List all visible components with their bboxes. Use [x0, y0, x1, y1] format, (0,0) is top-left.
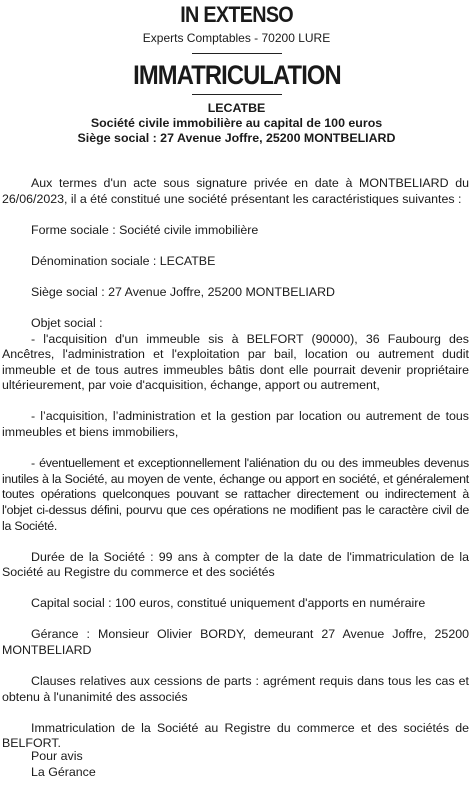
purpose-item-3: - éventuellement et exceptionnellement l'aliénation du ou des immeubles devenus inutiles à la Société, au moyen de vente, échange ou apport en société, et généralement toutes opérations quelconques pouvant se rattacher directement ou indirectement à l'objet ci-dessus défini, pourvu que ces opérations ne modifient pas le caractère civil de la Société.	[2, 456, 469, 533]
masthead	[0, 0, 473, 95]
company-name: LECATBE	[207, 101, 266, 115]
company-header	[0, 101, 473, 146]
notice-body	[0, 176, 473, 752]
purpose-item-2: - l’acquisition, l’administration et la gestion par location ou autrement de tous immeubles et biens immobiliers,	[2, 409, 469, 440]
signature-block	[0, 749, 96, 780]
transfer-clauses-paragraph: Clauses relatives aux cessions de parts : agrément requis dans tous les cas et obtenu à l'unanimité des associés	[2, 674, 469, 704]
purpose-item-1: - l'acquisition d'un immeuble sis à BELFORT (90000), 36 Faubourg des Ancêtres, l'administration et l'exploitation par bail, location ou autrement dudit immeuble et de tous autres immeubles bâtis dont elle pourrait devenir propriétaire ultérieurement, par voie d'acquisition, échange, apport ou autrement,	[2, 331, 469, 393]
company-head-office: Siège social : 27 Avenue Joffre, 25200 MONTBELIARD	[77, 131, 396, 145]
head-office-paragraph: Siège social : 27 Avenue Joffre, 25200 MONTBELIARD	[31, 284, 335, 299]
company-name-paragraph: Dénomination sociale : LECATBE	[31, 253, 216, 268]
divider-title	[192, 94, 282, 95]
divider-top	[192, 53, 282, 54]
capital-paragraph: Capital social : 100 euros, constitué uniquement d'apports en numéraire	[31, 596, 426, 611]
intro-paragraph: Aux termes d'un acte sous signature privée en date à MONTBELIARD du 26/06/2023, il a été constitué une société présentant les caractéristiques suivantes :	[2, 176, 469, 206]
firm-name: IN EXTENSO	[180, 2, 293, 27]
signature-line-1: Pour avis	[31, 749, 83, 763]
notice-title: IMMATRICULATION	[132, 60, 341, 90]
signature-line-2: La Gérance	[31, 764, 96, 779]
company-description: Société civile immobilière au capital de 100 euros	[90, 116, 383, 130]
legal-form-paragraph: Forme sociale : Société civile immobilière	[31, 222, 259, 237]
management-paragraph: Gérance : Monsieur Olivier BORDY, demeurant 27 Avenue Joffre, 25200 MONTBELIARD	[2, 627, 469, 657]
purpose-heading: Objet social :	[31, 315, 103, 330]
firm-subtitle: Experts Comptables - 70200 LURE	[142, 31, 331, 45]
duration-paragraph: Durée de la Société : 99 ans à compter de la date de l'immatriculation de la Société au Registre du commerce et des sociétés	[2, 549, 469, 580]
registration-paragraph: Immatriculation de la Société au Registre du commerce et des sociétés de BELFORT.	[2, 720, 469, 751]
